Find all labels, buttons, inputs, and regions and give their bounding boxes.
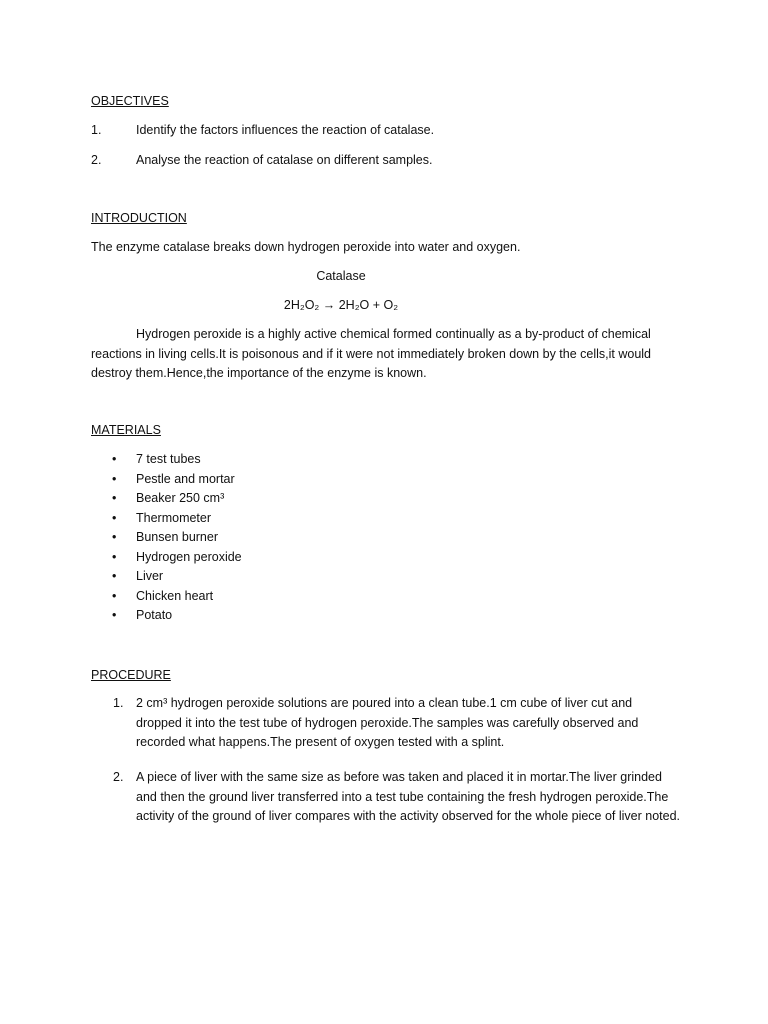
material-name: Hydrogen peroxide	[136, 549, 242, 564]
list-item	[91, 587, 242, 607]
introduction-heading: INTRODUCTION	[91, 211, 187, 225]
material-name: Pestle and mortar	[136, 471, 235, 486]
list-item	[91, 567, 242, 587]
objective-number: 2.	[91, 153, 102, 167]
objective-text: Analyse the reaction of catalase on different samples.	[136, 153, 433, 167]
bullet-icon: •	[112, 510, 117, 525]
list-item	[91, 606, 242, 626]
step-number: 1.	[113, 696, 124, 710]
list-item	[91, 470, 242, 490]
material-name: Chicken heart	[136, 588, 214, 603]
step-text: 2 cm³ hydrogen peroxide solutions are poured into a clean tube.1 cm cube of liver cut and dropped it into the test tube of hydrogen peroxide.The samples was carefully observed and recorded what happens.The present of oxygen tested with a splint.	[136, 696, 639, 749]
material-name: Potato	[136, 608, 173, 622]
materials-list	[91, 450, 242, 626]
materials-heading: MATERIALS	[91, 423, 161, 437]
material-name: 7 test tubes	[136, 452, 201, 466]
procedure-heading: PROCEDURE	[91, 668, 171, 682]
objective-number: 1.	[91, 123, 102, 137]
list-item	[91, 489, 242, 509]
enzyme-label: Catalase	[316, 269, 366, 283]
list-item	[91, 528, 242, 548]
material-name: Beaker 250 cm³	[136, 491, 225, 505]
bullet-icon: •	[112, 471, 117, 486]
bullet-icon: •	[112, 452, 117, 466]
material-name: Liver	[136, 569, 164, 583]
bullet-icon: •	[112, 549, 117, 564]
reaction-equation: 2H₂O₂ → 2H₂O + O₂	[283, 298, 399, 312]
bullet-icon: •	[112, 491, 117, 505]
step-text: A piece of liver with the same size as before was taken and placed it in mortar.The liver grinded and then the ground liver transferred into a test tube containing the fresh hydrogen peroxide.The activity of the ground of liver compares with the activity observed for the whole piece of liver noted.	[136, 770, 681, 823]
introduction-sentence: The enzyme catalase breaks down hydrogen peroxide into water and oxygen.	[91, 240, 521, 254]
list-item	[91, 509, 242, 529]
list-item	[91, 450, 242, 470]
bullet-icon: •	[112, 530, 117, 544]
bullet-icon: •	[112, 588, 117, 603]
bullet-icon: •	[112, 569, 117, 583]
list-item	[91, 548, 242, 568]
introduction-paragraph: Hydrogen peroxide is a highly active chemical formed continually as a by-product of chemical reactions in living cells.It is poisonous and if it were not immediately broken down by the cells,it would destroy them.Hence,the importance of the enzyme is known.	[91, 327, 651, 380]
objective-text: Identify the factors influences the reaction of catalase.	[136, 123, 435, 137]
objectives-heading: OBJECTIVES	[91, 94, 169, 108]
material-name: Thermometer	[136, 510, 212, 525]
step-number: 2.	[113, 770, 124, 784]
material-name: Bunsen burner	[136, 530, 219, 544]
bullet-icon: •	[112, 608, 117, 622]
